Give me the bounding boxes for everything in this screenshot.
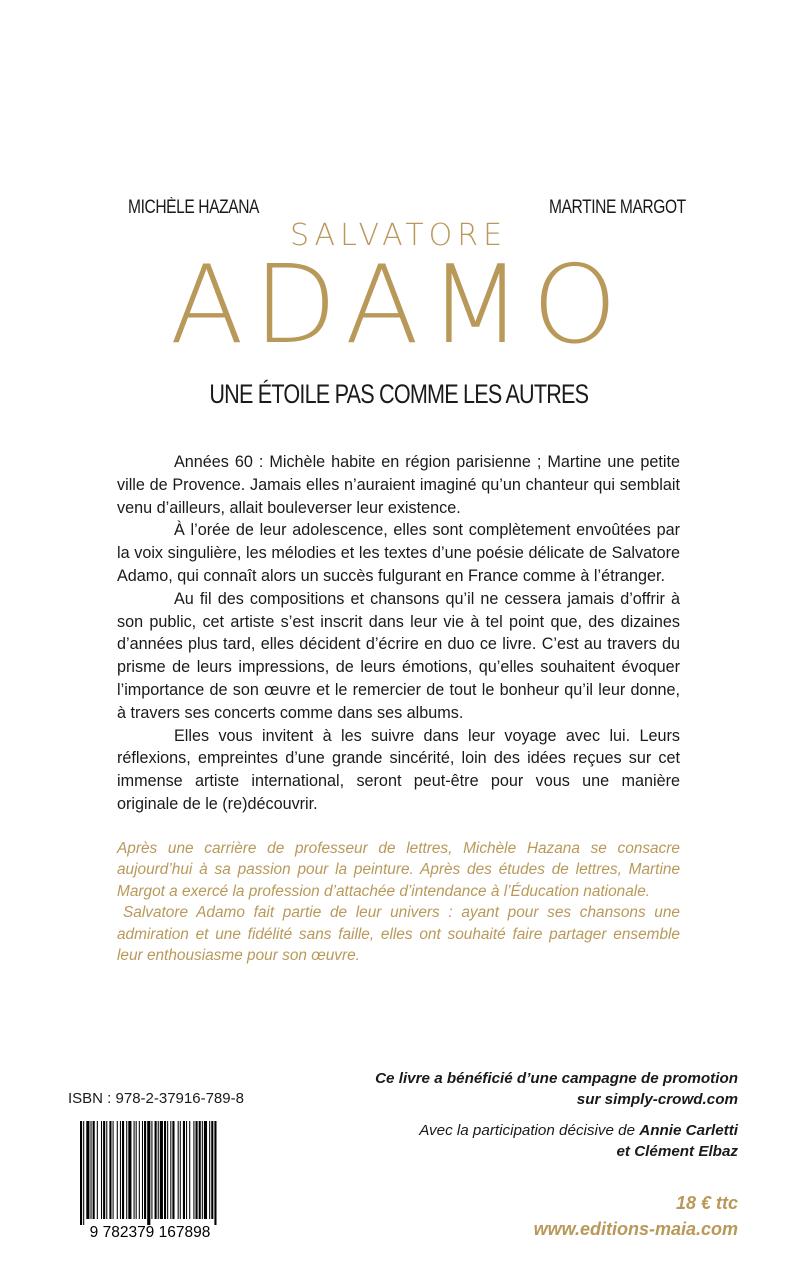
promo-line-1: Ce livre a bénéficié d’une campagne de promotion xyxy=(375,1070,738,1087)
barcode-bar xyxy=(120,1121,121,1219)
barcode-bar xyxy=(158,1121,159,1219)
barcode-bar xyxy=(167,1121,168,1219)
barcode-bar xyxy=(126,1121,127,1219)
author-michele-hazana: MICHÈLE HAZANA xyxy=(128,197,260,218)
barcode-bar xyxy=(128,1121,131,1219)
barcode-bar xyxy=(86,1121,89,1219)
barcode-bar xyxy=(147,1121,150,1225)
book-subtitle xyxy=(0,379,797,410)
barcode-bar xyxy=(109,1121,111,1219)
blurb-paragraph: À l’orée de leur adolescence, elles sont complètement envoûtées par la voix singulière, les mélodies et les textes d’une poésie délicate de Salvatore Adamo, qui connaît alors un succès fulgurant en France comme à l’étranger. xyxy=(117,521,680,585)
barcode-bar xyxy=(183,1121,185,1219)
barcode-bar xyxy=(136,1121,137,1219)
barcode-image xyxy=(68,1121,232,1239)
bio-paragraph: Après une carrière de professeur de lettres, Michèle Hazana se consacre aujourd’hui à sa passion pour la peinture. Après des études de lettres, Martine Margot a exercé la profession d’attachée d’intendance à l’Éducation nationale. xyxy=(117,840,680,900)
participant-name-1: Annie Carletti xyxy=(639,1122,738,1139)
barcode-bar xyxy=(160,1121,163,1219)
book-subtitle-text: UNE ÉTOILE PAS COMME LES AUTRES xyxy=(209,379,588,409)
barcode-bar xyxy=(211,1121,213,1219)
barcode-bar xyxy=(91,1121,92,1219)
barcode-bar xyxy=(189,1121,190,1219)
barcode-bar xyxy=(101,1121,102,1219)
price-label: 18 € ttc xyxy=(675,1193,738,1213)
barcode-bar xyxy=(193,1121,194,1219)
barcode-digits: 9 782379 167898 xyxy=(89,1224,211,1239)
participation-prefix: Avec la participation décisive de xyxy=(419,1122,640,1139)
title-first-name: SALVATORE xyxy=(289,218,508,253)
barcode-bar xyxy=(117,1121,118,1219)
title-last-name: ADAMO xyxy=(169,243,628,368)
barcode-bar xyxy=(144,1121,146,1219)
blurb-paragraph: Au fil des compositions et chansons qu’il ne cessera jamais d’offrir à son public, cet artiste s’est inscrit dans leur vie à tel point que, des dizaines d’années plus tard, elles décident d’écrire en duo ce livre. C’est au travers du prisme de leurs impressions, de leurs émotions, qu’elles souhaitent évoquer l’importance de son œuvre et le remercier de tout le bonheur qu’il leur donne, à travers ses concerts comme dans ses albums. xyxy=(117,589,680,722)
barcode-bar xyxy=(97,1121,98,1219)
barcode-bar xyxy=(103,1121,105,1219)
publisher-website: www.editions-maia.com xyxy=(533,1219,738,1239)
barcode-bar xyxy=(83,1121,84,1225)
barcode-bar xyxy=(93,1121,95,1219)
barcode-bar xyxy=(155,1121,157,1219)
barcode-bar xyxy=(80,1121,82,1225)
barcode-bar xyxy=(199,1121,201,1219)
promo-line-2: sur simply-crowd.com xyxy=(576,1090,738,1108)
author-martine-margot: MARTINE MARGOT xyxy=(549,197,686,218)
barcode-bar xyxy=(178,1121,179,1219)
participation-text xyxy=(419,1121,738,1162)
barcode-bar xyxy=(170,1121,171,1219)
barcode-bar xyxy=(209,1121,210,1219)
barcode-bar xyxy=(180,1121,181,1219)
barcode-bar xyxy=(202,1121,203,1219)
barcode-bar xyxy=(139,1121,140,1219)
barcode-bar xyxy=(172,1121,174,1219)
bio-paragraph: Salvatore Adamo fait partie de leur univers : ayant pour ses chansons une admiration et une fidélité sans faille, elles ont souhaité faire partager ensemble leur enthousiasme pour son œuvre. xyxy=(117,904,680,965)
barcode-bar xyxy=(196,1121,198,1219)
barcode-bar xyxy=(122,1121,124,1219)
participation-line-2 xyxy=(419,1142,738,1163)
authors-bio xyxy=(117,838,680,966)
back-cover-blurb xyxy=(117,451,680,816)
barcode-bar xyxy=(134,1121,135,1219)
isbn-label: ISBN : 978-2-37916-789-8 xyxy=(68,1090,244,1107)
participant-name-2: Clément Elbaz xyxy=(634,1142,738,1160)
promo-campaign-text xyxy=(375,1069,738,1110)
barcode-bar xyxy=(113,1121,114,1219)
barcode-bar xyxy=(106,1121,107,1219)
barcode-bar xyxy=(164,1121,166,1219)
blurb-paragraph: Années 60 : Michèle habite en région parisienne ; Martine une petite ville de Provence. Jamais elles n’auraient imaginé qu’un chanteur qui semblait venu d’ailleurs, allait bouleverser leur existence. xyxy=(117,453,680,517)
participation-line-1 xyxy=(419,1121,738,1142)
barcode-bar xyxy=(142,1121,143,1219)
barcode-bar xyxy=(186,1121,187,1219)
blurb-paragraph: Elles vous invitent à les suivre dans leur voyage avec lui. Leurs réflexions, empreintes d’une grande sincérité, loin des idées reçues sur cet immense artiste international, seront peut-être pour vous une manière originale de le (re)découvrir. xyxy=(117,726,680,813)
barcode-bar xyxy=(204,1121,207,1219)
barcode-bar xyxy=(214,1121,216,1225)
participant-name-2-prefix: et xyxy=(616,1142,635,1160)
barcode-bar xyxy=(151,1121,152,1219)
